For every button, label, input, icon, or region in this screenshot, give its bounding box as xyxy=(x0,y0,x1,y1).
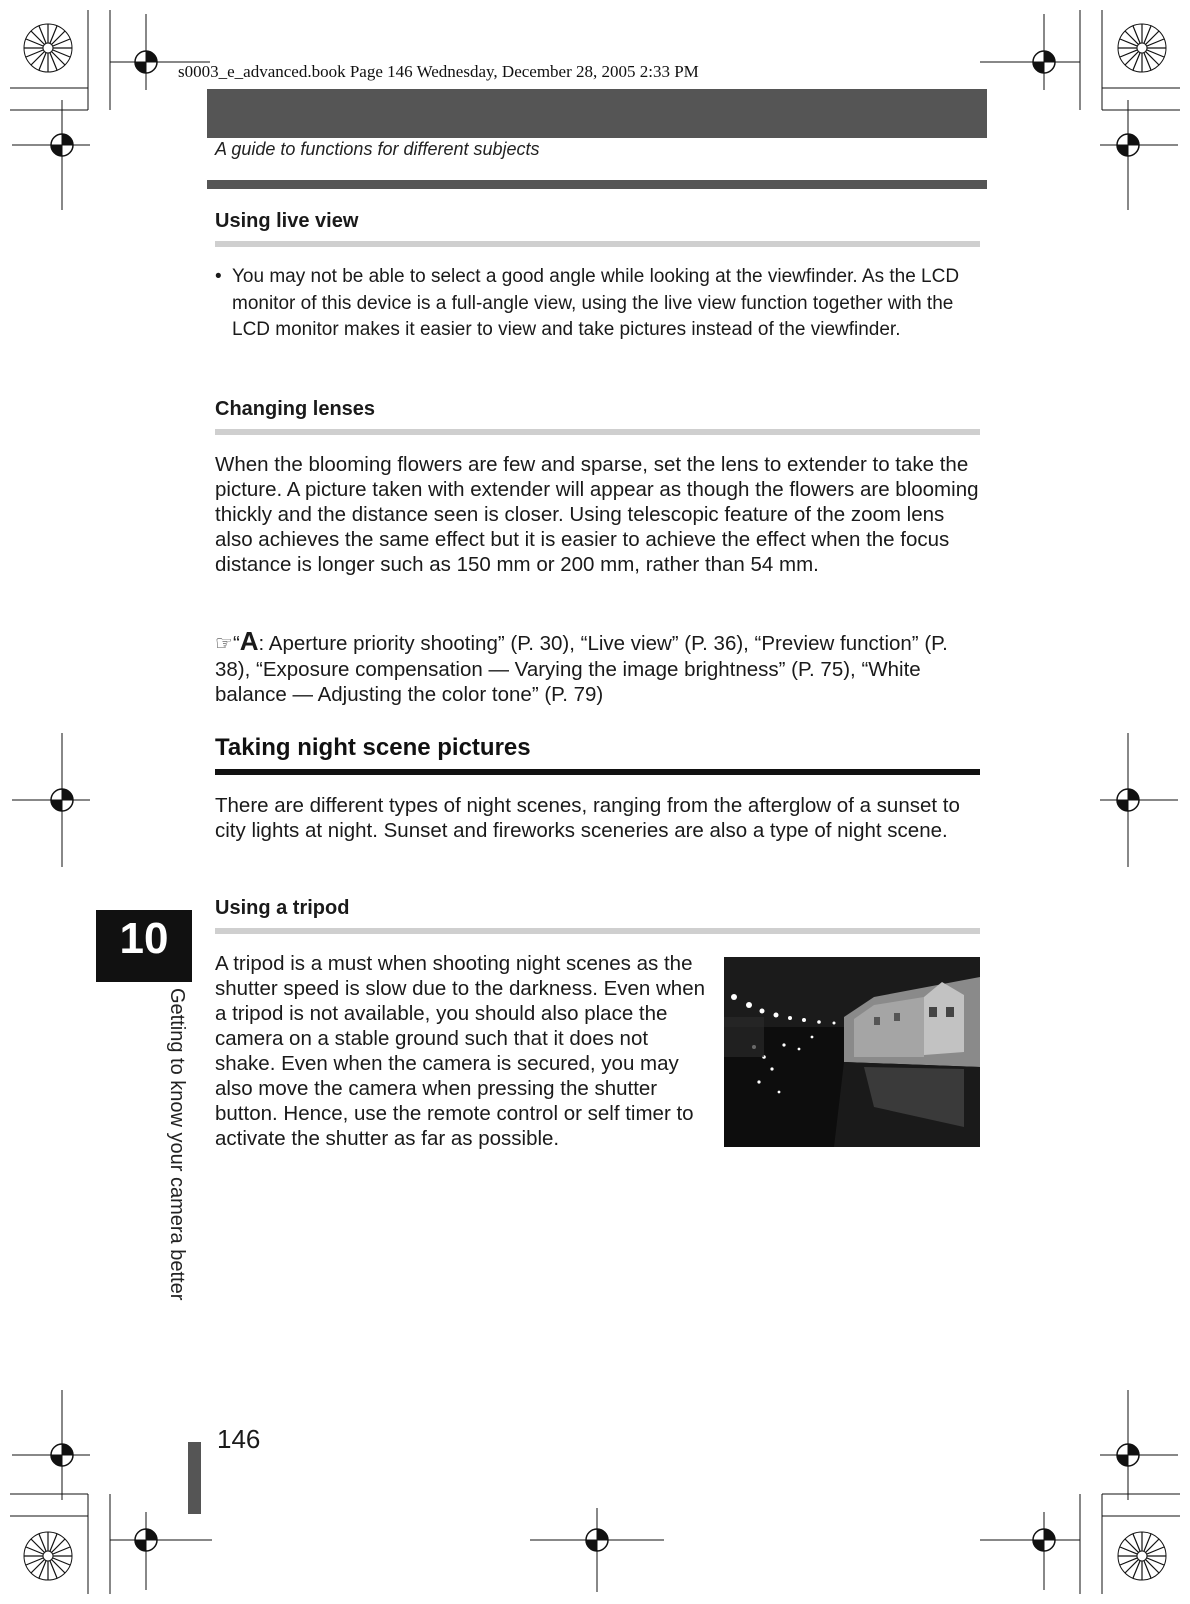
reference-paragraph: ☞“A: Aperture priority shooting” (P. 30), “Live view” (P. 36), “Preview function” (P. 38), “Exposure compensation — Varying the image brightness” (P. 75), “White balance — Adjusting the color tone” (P. 79) xyxy=(215,626,948,706)
night-canal-photo xyxy=(724,957,980,1147)
header-rule xyxy=(207,180,987,189)
heading-tripod: Using a tripod xyxy=(215,897,350,919)
file-header: s0003_e_advanced.book Page 146 Wednesday, December 28, 2005 2:33 PM xyxy=(178,62,699,81)
chapter-title: Getting to know your camera better xyxy=(166,988,188,1301)
page-number-bar xyxy=(188,1442,201,1514)
heading-night-scene: Taking night scene pictures xyxy=(215,734,531,761)
chapter-number: 10 xyxy=(119,914,169,963)
page-number: 146 xyxy=(217,1424,261,1454)
divider-tripod xyxy=(215,928,980,934)
divider-live-view xyxy=(215,241,980,247)
paragraph-night-scene: There are different types of night scenes, ranging from the afterglow of a sunset to city lights at night. Sunset and fireworks sceneries are also a type of night scene. xyxy=(215,794,960,842)
paragraph-changing-lenses: When the blooming flowers are few and sparse, set the lens to extender to take the picture. A picture taken with extender will appear as though the flowers are blooming thickly and the distance seen is closer. Using telescopic feature of the zoom lens also achieves the same effect but it is easier to achieve the effect when the focus distance is longer such as 150 mm or 200 mm, rather than 54 mm. xyxy=(215,453,979,576)
heading-live-view: Using live view xyxy=(215,210,359,232)
heading-changing-lenses: Changing lenses xyxy=(215,398,376,420)
aperture-mode-letter: A xyxy=(239,626,259,656)
guide-title: A guide to functions for different subjects xyxy=(215,139,540,159)
divider-night-scene xyxy=(215,769,980,775)
paragraph-tripod: A tripod is a must when shooting night scenes as the shutter speed is slow due to the darkness. Even when a tripod is not available, you should also place the camera on a stable ground such that it does not shake. Even when the camera is secured, you may also move the camera when pressing the shutter button. Hence, use the remote control or self timer to activate the shutter as far as possible. xyxy=(215,952,706,1150)
bullet-live-view-text: You may not be able to select a good angle while looking at the viewfinder. As the LCD monitor of this device is a full-angle view, using the live view function together with the LCD monitor makes it easier to view and take pictures instead of the viewfinder. xyxy=(232,266,960,340)
reference-pointer-icon: ☞ xyxy=(215,633,233,655)
header-band xyxy=(207,89,987,138)
bullet-dot: • xyxy=(215,266,222,287)
bullet-live-view xyxy=(215,264,985,344)
reference-text: : Aperture priority shooting” (P. 30), “Live view” (P. 36), “Preview function” (P. 38), “Exposure compensation — Varying the image brightness” (P. 75), “White balance — Adjusting the color tone” (P. 79) xyxy=(215,632,948,706)
divider-changing-lenses xyxy=(215,429,980,435)
